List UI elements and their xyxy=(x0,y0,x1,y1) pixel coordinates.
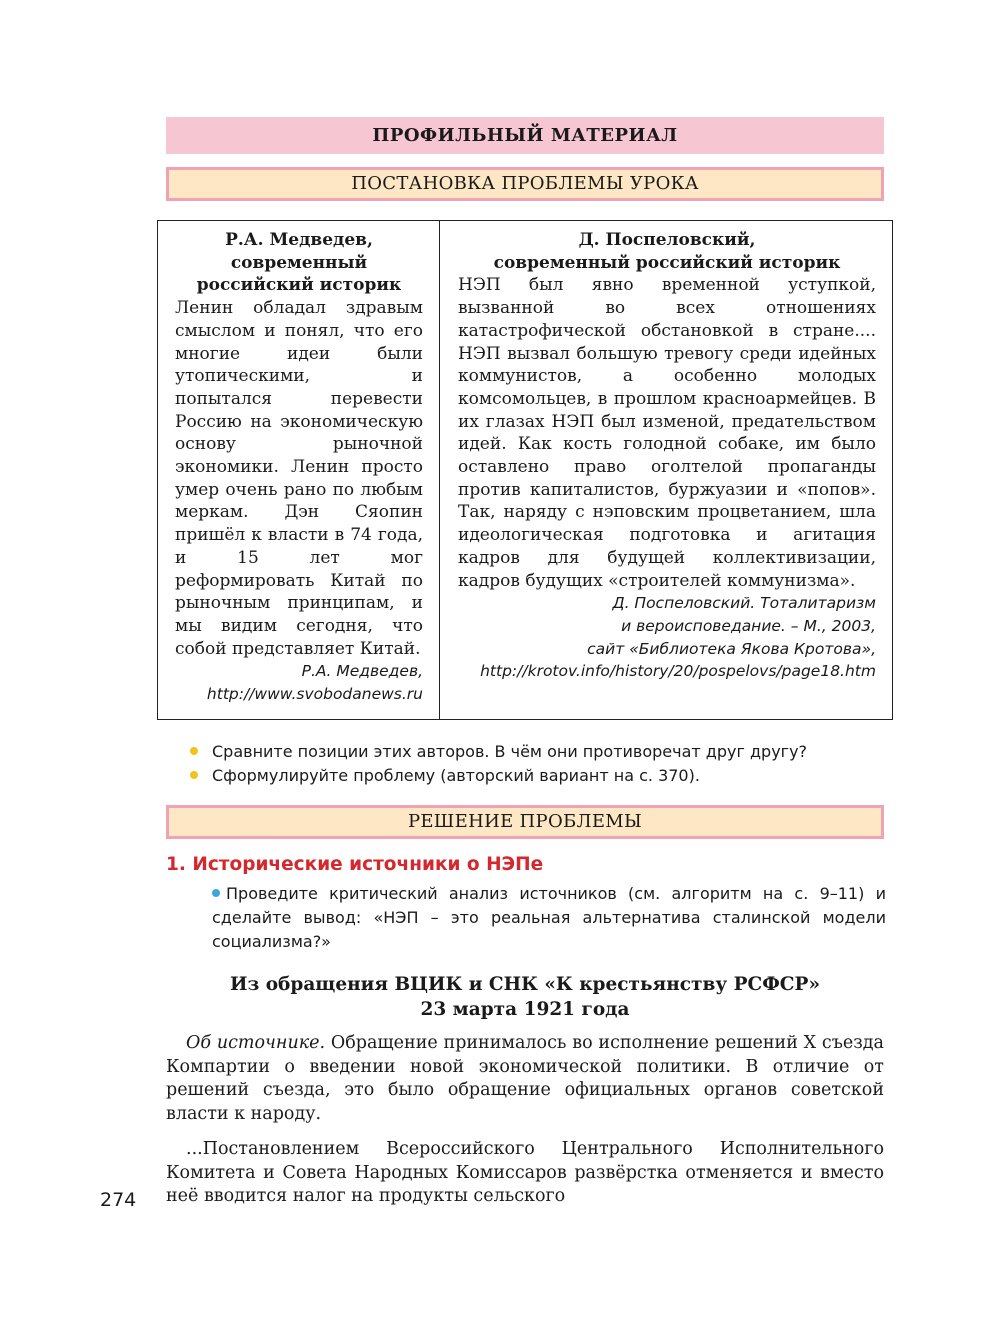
quote-source: Р.А. Медведев, xyxy=(301,662,423,681)
bullet-icon xyxy=(212,889,220,897)
quote-pospelovsky xyxy=(440,221,892,719)
document-excerpt: ...Постановлением Всероссийского Центрального Исполнительного Комитета и Совета Народных Комиссаров развёрстка отменяется и вместо неё вводится налог на продукты сельского xyxy=(166,1139,884,1206)
document-title-line: Из обращения ВЦИК и СНК «К крестьянству РСФСР» xyxy=(229,974,821,995)
quote-source: и вероисповедание. – М., 2003, xyxy=(621,616,876,635)
questions-list xyxy=(190,740,890,788)
question-item xyxy=(190,764,890,788)
task-instruction xyxy=(212,882,886,954)
problem-statement-banner: ПОСТАНОВКА ПРОБЛЕМЫ УРОКА xyxy=(166,167,884,201)
question-item xyxy=(190,740,890,764)
quote-medvedev xyxy=(158,221,440,719)
quote-source: сайт «Библиотека Якова Кротова», xyxy=(587,639,876,658)
problem-solution-banner: РЕШЕНИЕ ПРОБЛЕМЫ xyxy=(166,805,884,839)
bullet-icon xyxy=(190,747,198,755)
quote-source-url: http://www.svobodanews.ru xyxy=(206,685,423,704)
task-text: Проведите критический анализ источников (см. алгоритм на с. 9–11) и сделайте вывод: «НЭП – это реальная альтернатива сталинской модели социализма?» xyxy=(212,884,886,951)
bullet-icon xyxy=(190,771,198,779)
quote-author-role: современный российский историк xyxy=(196,252,402,296)
quote-author: Д. Поспеловский, xyxy=(578,230,756,250)
section-heading: 1. Исторические источники о НЭПе xyxy=(166,854,544,875)
document-title xyxy=(166,972,884,1022)
quote-text: Ленин обладал здравым смыслом и понял, что его многие идеи были утопическими, и попытался перевести Россию на экономическую основу рыночной экономики. Ленин просто умер очень рано по любым меркам. Дэн Сяопин пришёл к власти в 74 года, и 15 лет мог реформировать Китай по рыночным принципам, и мы видим сегодня, что собой представляет Китай. xyxy=(175,298,423,659)
quote-source-url: http://krotov.info/history/20/pospelovs/page18.htm xyxy=(480,662,876,681)
question-text: Сформулируйте проблему (авторский вариант на с. 370). xyxy=(212,766,700,785)
quote-author: Р.А. Медведев, xyxy=(225,230,373,250)
quotes-table xyxy=(157,220,893,720)
question-text: Сравните позиции этих авторов. В чём они противоречат друг другу? xyxy=(212,742,808,761)
quote-source: Д. Поспеловский. Тоталитаризм xyxy=(612,594,876,613)
quote-author-role: современный российский историк xyxy=(493,252,841,273)
page-number: 274 xyxy=(100,1189,137,1211)
profile-material-banner: ПРОФИЛЬНЫЙ МАТЕРИАЛ xyxy=(166,117,884,154)
about-source-paragraph xyxy=(166,1032,884,1126)
about-source-text: Обращение принималось во исполнение решений X съезда Компартии о введении новой экономической политики. В отличие от решений съезда, это было обращение официальных органов советской власти к народу. xyxy=(166,1033,884,1124)
quote-text: НЭП был явно временной уступкой, вызванной во всех отношениях катастрофической обстановкой в стране.... НЭП вызвал большую тревогу среди идейных коммунистов, а особенно молодых комсомольцев, в прошлом красноармейцев. В их глазах НЭП был изменой, предательством идей. Как кость голодной собаке, им было оставлено право оголтелой пропаганды против капиталистов, буржуазии и «попов». Так, наряду с нэповским процветанием, шла идеологическая подготовка и агитация кадров для будущей коллективизации, кадров будущих «строителей коммунизма». xyxy=(458,275,876,591)
document-date: 23 марта 1921 года xyxy=(420,999,630,1020)
about-source-lead: Об источнике. xyxy=(186,1033,326,1053)
